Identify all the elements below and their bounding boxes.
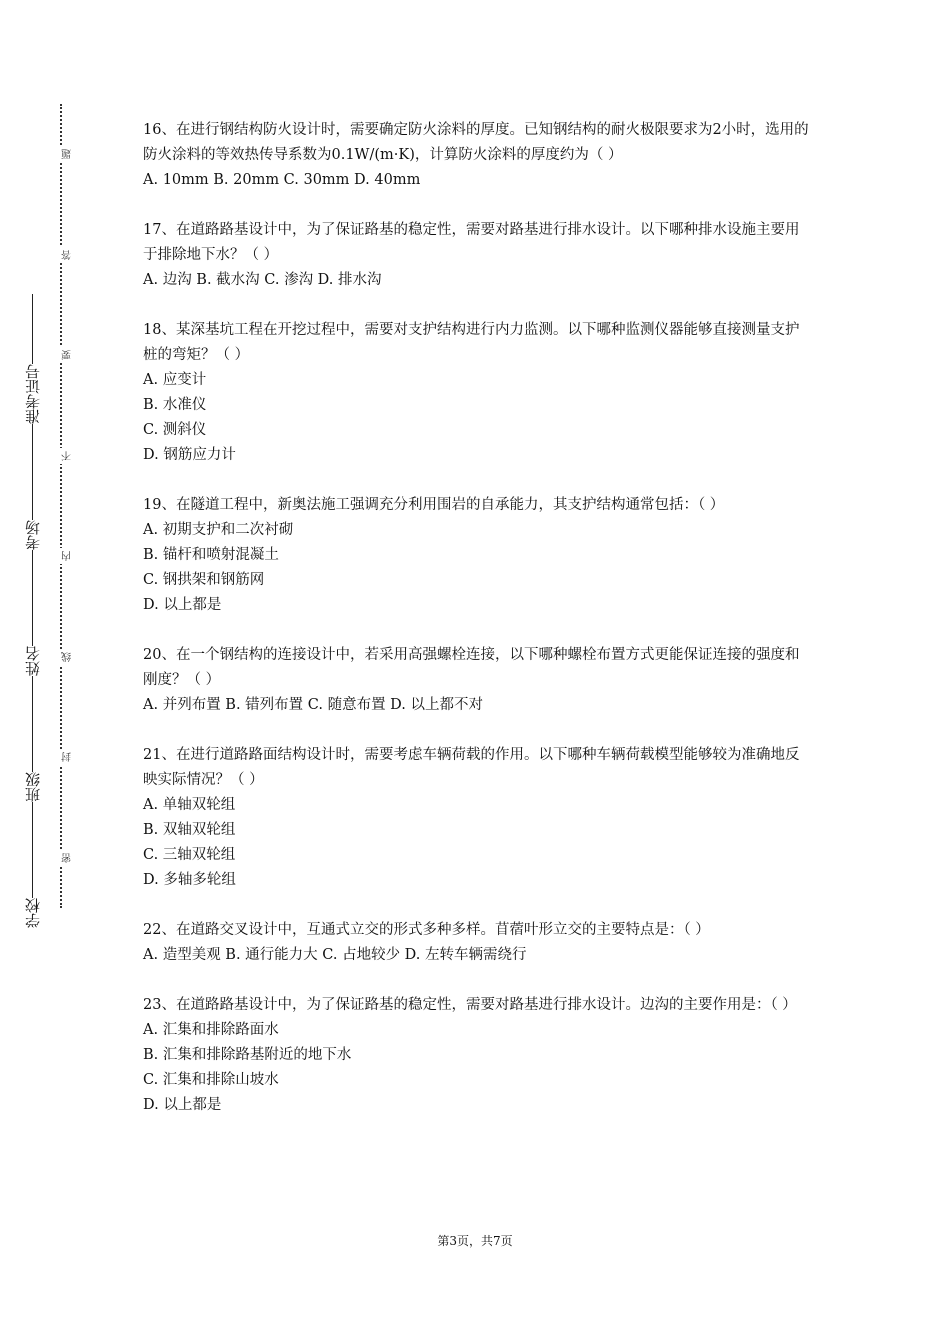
question-options: A. 并列布置 B. 错列布置 C. 随意布置 D. 以上都不对 — [143, 697, 484, 713]
page-number: 第3页，共7页 — [437, 1234, 513, 1248]
question-21 — [143, 743, 811, 893]
option-c: C. 三轴双轮组 — [143, 847, 236, 863]
question-stem: 19、在隧道工程中，新奥法施工强调充分利用围岩的自承能力，其支护结构通常包括：（ ） — [143, 497, 725, 513]
exam-room-label: 考场 — [24, 520, 42, 550]
question-options: A. 10mm B. 20mm C. 30mm D. 40mm — [143, 172, 421, 188]
seal-char: 内 — [61, 548, 76, 564]
option-a: A. 初期支护和二次衬砌 — [143, 522, 294, 538]
seal-char: 线 — [61, 649, 76, 665]
question-23 — [143, 993, 811, 1118]
school-label: 学校 — [24, 898, 42, 928]
option-d: D. 以上都是 — [143, 597, 222, 613]
class-underline — [33, 676, 34, 772]
option-a: A. 应变计 — [143, 372, 207, 388]
seal-char: 题 — [61, 146, 76, 162]
question-stem: 17、在道路路基设计中，为了保证路基的稳定性，需要对路基进行排水设计。以下哪种排水设施主要用于排除地下水？（ ） — [143, 222, 800, 263]
option-a: A. 汇集和排除路面水 — [143, 1022, 279, 1038]
question-22 — [143, 918, 811, 968]
option-d: D. 钢筋应力计 — [143, 447, 236, 463]
question-list — [143, 118, 811, 1143]
seal-char: 封 — [61, 749, 76, 765]
option-b: B. 双轴双轮组 — [143, 822, 236, 838]
seal-char: 不 — [61, 448, 76, 464]
name-underline — [33, 550, 34, 646]
option-b: B. 汇集和排除路基附近的地下水 — [143, 1047, 352, 1063]
name-label: 姓名 — [24, 646, 42, 676]
admission-number-underline — [33, 294, 34, 364]
question-stem: 21、在进行道路路面结构设计时，需要考虑车辆荷载的作用。以下哪种车辆荷载模型能够较为准确地反映实际情况？（ ） — [143, 747, 800, 788]
question-19 — [143, 493, 811, 618]
question-stem: 16、在进行钢结构防火设计时，需要确定防火涂料的厚度。已知钢结构的耐火极限要求为2小时，选用的防火涂料的等效热传导系数为0.1W/(m·K)，计算防火涂料的厚度约为（ ） — [143, 122, 809, 163]
option-b: B. 水准仪 — [143, 397, 207, 413]
question-18 — [143, 318, 811, 468]
seal-char: 答 — [61, 247, 76, 263]
class-label: 班级 — [24, 772, 42, 802]
admission-number-label: 准考证号 — [24, 364, 42, 424]
seal-char: 要 — [61, 347, 76, 363]
question-16 — [143, 118, 811, 193]
question-stem: 18、某深基坑工程在开挖过程中，需要对支护结构进行内力监测。以下哪种监测仪器能够直接测量支护桩的弯矩？（ ） — [143, 322, 800, 363]
question-options: A. 造型美观 B. 通行能力大 C. 占地较少 D. 左转车辆需绕行 — [143, 947, 527, 963]
option-b: B. 锚杆和喷射混凝土 — [143, 547, 279, 563]
option-c: C. 测斜仪 — [143, 422, 207, 438]
option-a: A. 单轴双轮组 — [143, 797, 236, 813]
question-stem: 20、在一个钢结构的连接设计中，若采用高强螺栓连接，以下哪种螺栓布置方式更能保证连接的强度和刚度？（ ） — [143, 647, 800, 688]
question-stem: 22、在道路交叉设计中，互通式立交的形式多种多样。苜蓿叶形立交的主要特点是：（ ） — [143, 922, 710, 938]
question-options: A. 边沟 B. 截水沟 C. 渗沟 D. 排水沟 — [143, 272, 382, 288]
question-20 — [143, 643, 811, 718]
option-d: D. 多轴多轮组 — [143, 872, 236, 888]
question-17 — [143, 218, 811, 293]
school-underline — [33, 802, 34, 898]
seal-line-notice — [58, 104, 78, 908]
option-c: C. 钢拱架和钢筋网 — [143, 572, 265, 588]
option-c: C. 汇集和排除山坡水 — [143, 1072, 279, 1088]
exam-room-underline — [33, 424, 34, 520]
question-stem: 23、在道路路基设计中，为了保证路基的稳定性，需要对路基进行排水设计。边沟的主要作用是：（ ） — [143, 997, 797, 1013]
seal-char: 密 — [61, 850, 76, 866]
option-d: D. 以上都是 — [143, 1097, 222, 1113]
binding-info-strip — [20, 84, 46, 928]
